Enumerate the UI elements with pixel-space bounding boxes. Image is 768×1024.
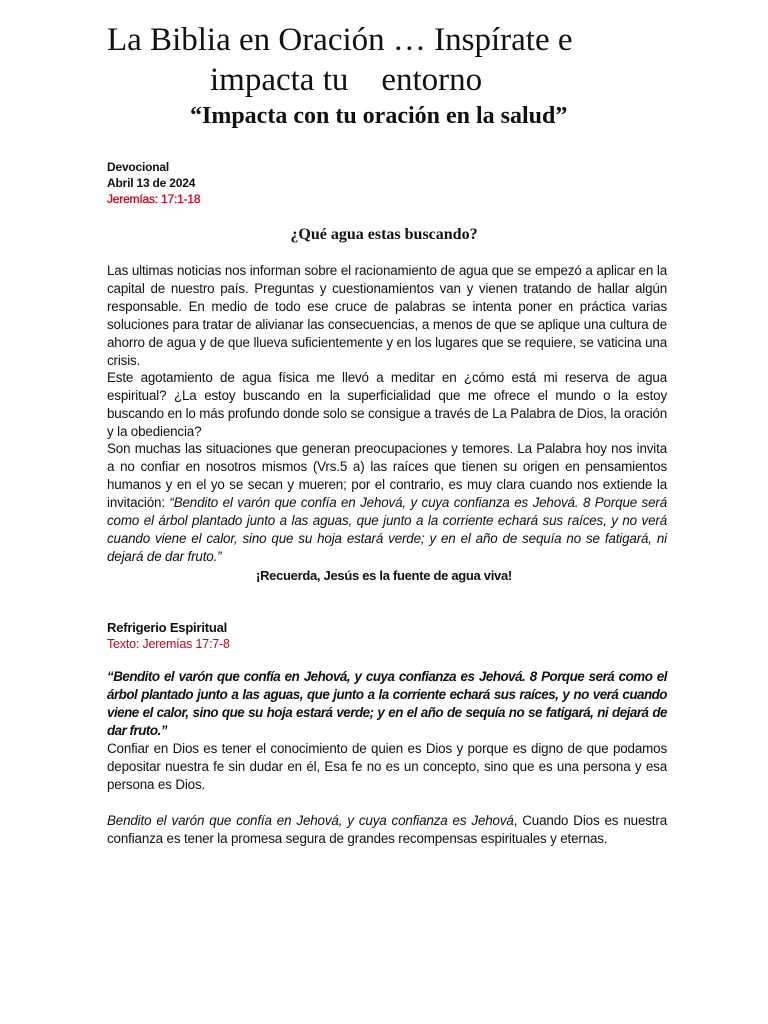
refrigerio-paragraph-2-text: , Cuando Dios es nuestra confianza es tener la promesa segura de grandes recompensas espirituales y eternas. — [107, 813, 667, 846]
refrigerio-paragraph-2-italic: Bendito el varón que confía en Jehová, y cuya confianza es Jehová — [107, 813, 514, 828]
devotional-label: Devocional — [107, 160, 170, 174]
section-heading: ¿Qué agua estas buscando? — [290, 226, 478, 243]
page-title-line2: impacta tu entorno — [210, 62, 483, 98]
paragraph-3-quote: “Bendito el varón que confía en Jehová, y cuya confianza es Jehová. 8 Porque será como el árbol plantado junto a las aguas, que junto a la corriente echará sus raíces, y no verá cuando viene el calor, sino que su hoja estará verde; y en el año de sequía no se fatigará, ni dejará de dar fruto.” — [107, 495, 667, 564]
paragraph-3-text: Son muchas las situaciones que generan preocupaciones y temores. La Palabra hoy nos invita a no confiar en nosotros mismos (Vrs.5 a) las raíces que tienen su origen en pensamientos humanos y en el yo se secan y mueren; por el contrario, es muy clara cuando nos extiende la invitación: — [107, 441, 667, 510]
refrigerio-paragraph-1: Confiar en Dios es tener el conocimiento de quien es Dios y porque es digno de que podamos depositar nuestra fe sin dudar en él, Esa fe no es un concepto, sino que es una persona y esa persona es Dios. — [107, 741, 667, 792]
devotional-date: Abril 13 de 2024 — [107, 176, 196, 190]
paragraph-3 — [107, 440, 667, 566]
page-title-line1: La Biblia en Oración … Inspírate e — [107, 22, 573, 58]
paragraph-1: Las ultimas noticias nos informan sobre el racionamiento de agua que se empezó a aplicar en la capital de nuestro país. Preguntas y cuestionamientos van y vienen tratando de hallar algún responsable. En medio de todo ese cruce de palabras se intenta poner en práctica varias soluciones para tratar de alivianar las consecuencias, a menos de que se aplique una cultura de ahorro de agua y de que llueva suficientemente y en los lugares que se requiere, se vaticina una crisis. — [107, 263, 667, 368]
devotional-reference: Jeremías: 17:1-18 — [107, 192, 201, 206]
page-subtitle: “Impacta con tu oración en la salud” — [190, 103, 568, 129]
refrigerio-reference: Texto: Jeremías 17:7-8 — [107, 637, 230, 651]
callout-line: ¡Recuerda, Jesús es la fuente de agua viva! — [256, 568, 512, 583]
refrigerio-paragraph-2 — [107, 812, 667, 848]
refrigerio-quote: “Bendito el varón que confía en Jehová, y cuya confianza es Jehová. 8 Porque será como el árbol plantado junto a las aguas, que junto a la corriente echará sus raíces, y no verá cuando viene el calor, sino que su hoja estará verde; y en el año de sequía no se fatigará, ni dejará de dar fruto.” — [107, 669, 667, 738]
refrigerio-title: Refrigerio Espiritual — [107, 620, 228, 635]
paragraph-2: Este agotamiento de agua física me llevó a meditar en ¿cómo está mi reserva de agua espiritual? ¿La estoy buscando en la superficialidad que me ofrece el mundo o la estoy buscando en lo más profundo donde solo se consigue a través de La Palabra de Dios, la oración y la obediencia? — [107, 370, 667, 439]
